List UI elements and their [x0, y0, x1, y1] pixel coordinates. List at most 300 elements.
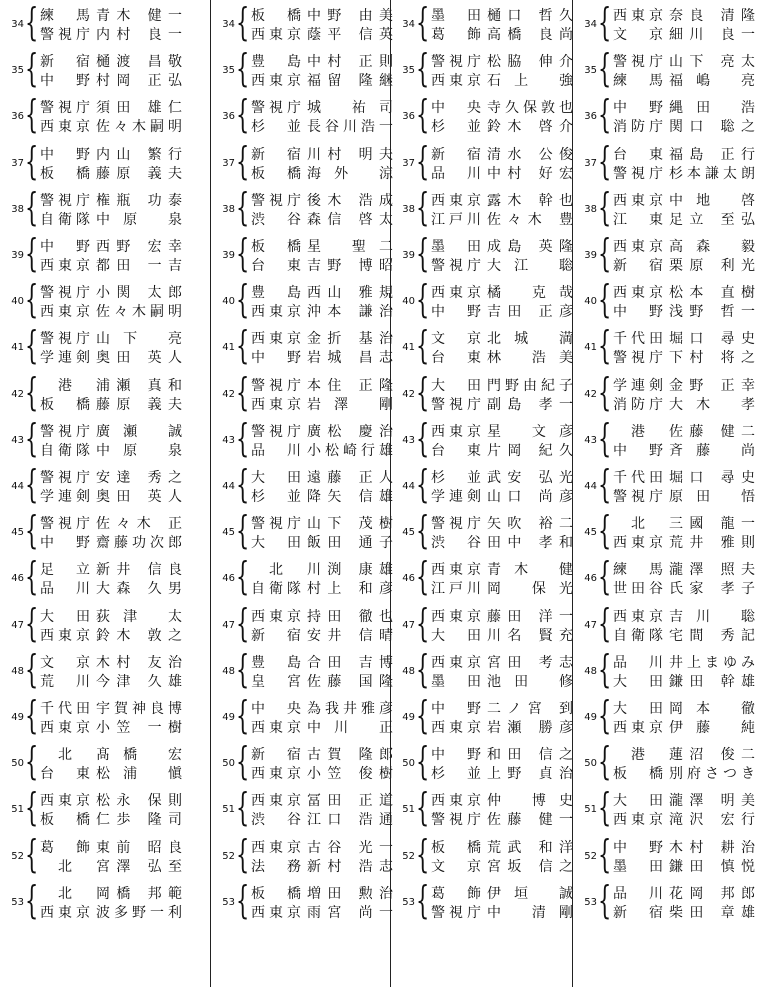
- competitor-bottom: [251, 627, 393, 645]
- affiliation: 港: [58, 377, 72, 394]
- match-entry: [573, 92, 756, 138]
- affiliation: 学連剣: [40, 350, 90, 367]
- match-entry: [0, 0, 183, 46]
- competitor-top: [431, 469, 573, 487]
- affiliation: 西東京: [251, 766, 301, 783]
- affiliation: 練 馬: [613, 562, 663, 579]
- competitor-name: 古賀 隆郎: [307, 747, 393, 764]
- brace-icon: {: [598, 369, 612, 414]
- competitor-top: [40, 746, 182, 764]
- match-number: 52: [11, 850, 24, 862]
- match-entry: [211, 785, 394, 831]
- competitor-name: 冨田 正道: [307, 793, 393, 810]
- competitor-name: 足立 至弘: [669, 211, 755, 228]
- competitor-top: [251, 53, 393, 71]
- competitor-name: 岩澤 剛: [307, 396, 393, 413]
- competitor-name: 岩瀬 勝彦: [487, 720, 573, 736]
- brace-icon: {: [236, 0, 250, 44]
- competitor-name: 村上 和彦: [307, 581, 393, 598]
- competitor-name: 吉野 博昭: [307, 258, 393, 274]
- brace-icon: {: [25, 462, 39, 506]
- match-number: 43: [222, 434, 235, 446]
- match-entry: [391, 184, 574, 231]
- competitor-bottom: [431, 442, 573, 460]
- match-entry: [573, 554, 756, 600]
- match-entry: [0, 277, 183, 323]
- competitor-name: 奈良 清隆: [669, 8, 755, 24]
- competitor-name: 為我井雅彦: [307, 701, 393, 717]
- match-number: 34: [11, 19, 24, 30]
- match-entry: [573, 323, 756, 369]
- competitor-name: 岡本 徹: [669, 701, 755, 717]
- brace-icon: {: [416, 693, 430, 737]
- match-number: 48: [584, 665, 597, 677]
- brace-icon: {: [416, 277, 430, 322]
- match-entry: [211, 508, 394, 554]
- competitor-name: 廣瀬 誠: [96, 423, 182, 440]
- affiliation: 文 京: [431, 858, 481, 875]
- affiliation: 大 田: [40, 608, 90, 625]
- competitor-top: [40, 608, 182, 626]
- competitor-name: 岡 保光: [487, 581, 573, 598]
- affiliation: 豊 島: [251, 654, 301, 671]
- match-number: 36: [402, 111, 415, 123]
- match-entry: [391, 231, 574, 277]
- affiliation: 西東京: [40, 720, 90, 736]
- competitor-name: 瀧澤 照夫: [669, 562, 755, 579]
- brace-icon: {: [236, 508, 250, 553]
- match-number: 43: [402, 434, 415, 446]
- competitor-bottom: [613, 580, 755, 598]
- competitor-bottom: [431, 534, 573, 552]
- column-2: [210, 0, 394, 987]
- match-number: 49: [222, 712, 235, 723]
- affiliation: 西東京: [431, 608, 481, 625]
- affiliation: 警視庁: [40, 100, 90, 117]
- competitor-bottom: [251, 442, 393, 460]
- competitor-top: [613, 192, 755, 210]
- competitor-name: 須田 雄仁: [96, 100, 182, 117]
- competitor-name: 浅野 哲一: [669, 304, 755, 321]
- competitor-bottom: [431, 211, 573, 229]
- affiliation: 中 野: [40, 146, 90, 163]
- match-number: 47: [584, 619, 597, 631]
- brace-icon: {: [598, 92, 612, 137]
- competitor-top: [613, 561, 755, 579]
- affiliation: 消防庁: [613, 396, 663, 413]
- competitor-top: [40, 839, 182, 857]
- competitor-name: 城 祐司: [307, 100, 393, 117]
- affiliation: 西東京: [40, 627, 90, 644]
- affiliation: 西東京: [251, 608, 301, 625]
- competitor-name: 松本 直樹: [669, 285, 755, 302]
- competitor-name: 杉本謙太朗: [669, 165, 755, 182]
- competitor-name: 大江 聡: [487, 258, 573, 274]
- affiliation: 中 野: [613, 304, 663, 321]
- competitor-name: 井上まゆみ: [669, 654, 755, 671]
- competitor-bottom: [431, 904, 573, 922]
- competitor-name: 飯田 通子: [307, 535, 393, 552]
- competitor-top: [613, 792, 755, 810]
- affiliation: 自衛隊: [613, 627, 663, 644]
- affiliation: 大 田: [613, 793, 663, 810]
- competitor-name: 降矢 信雄: [307, 489, 393, 505]
- competitor-bottom: [431, 118, 573, 136]
- affiliation: 葛 飾: [431, 27, 481, 43]
- affiliation: 北: [58, 858, 72, 875]
- affiliation: 新 宿: [251, 146, 301, 163]
- competitor-bottom: [613, 719, 755, 737]
- brace-icon: {: [25, 0, 39, 44]
- competitor-name: 波多野一利: [96, 904, 182, 921]
- competitor-top: [431, 515, 573, 533]
- affiliation: 新 宿: [431, 146, 481, 163]
- competitor-bottom: [431, 811, 573, 829]
- brace-icon: {: [598, 831, 612, 876]
- brace-icon: {: [25, 877, 39, 922]
- brace-icon: {: [598, 600, 612, 645]
- affiliation: 葛 飾: [431, 885, 481, 902]
- competitor-bottom: [613, 396, 755, 414]
- competitor-name: 宇賀神良博: [96, 701, 182, 717]
- competitor-name: 鈴木 啓介: [487, 119, 573, 136]
- match-entry: [391, 646, 574, 693]
- competitor-bottom: [613, 858, 755, 876]
- match-entry: [0, 785, 183, 831]
- competitor-name: 村岡 正弘: [96, 73, 182, 90]
- match-entry: [0, 92, 183, 138]
- match-number: 42: [584, 388, 597, 400]
- affiliation: 警視庁: [40, 423, 90, 440]
- affiliation: 警視庁: [40, 285, 90, 302]
- match-number: 39: [222, 250, 235, 261]
- competitor-top: [251, 885, 393, 903]
- affiliation: 西東京: [613, 239, 663, 255]
- brace-icon: {: [236, 369, 250, 414]
- affiliation: 西東京: [40, 904, 90, 921]
- competitor-name: 細川 良一: [669, 27, 755, 43]
- competitor-bottom: [251, 811, 393, 829]
- affiliation: 学連剣: [613, 377, 663, 394]
- affiliation: 西東京: [613, 8, 663, 24]
- competitor-bottom: [613, 488, 755, 506]
- affiliation: 警視庁: [40, 192, 90, 209]
- affiliation: 警視庁: [613, 350, 663, 367]
- match-entry: [211, 138, 394, 185]
- competitor-top: [431, 654, 573, 672]
- match-number: 46: [402, 573, 415, 585]
- match-number: 52: [584, 850, 597, 862]
- match-entry: [0, 231, 183, 277]
- match-entry: [211, 369, 394, 416]
- competitor-top: [431, 238, 573, 256]
- affiliation: 台 東: [431, 442, 481, 459]
- competitor-name: 清水 公俊: [487, 146, 573, 163]
- affiliation: 文 京: [431, 331, 481, 348]
- affiliation: 杉 並: [251, 489, 301, 505]
- match-entry: [211, 184, 394, 231]
- competitor-name: 堀口 尋史: [669, 470, 755, 486]
- affiliation: 西東京: [431, 285, 481, 302]
- affiliation: 西東京: [613, 608, 663, 625]
- match-number: 50: [11, 758, 24, 770]
- competitor-top: [431, 53, 573, 71]
- competitor-bottom: [431, 488, 573, 506]
- match-entry: [391, 277, 574, 323]
- competitor-top: [40, 654, 182, 672]
- affiliation: 江 東: [613, 211, 663, 228]
- affiliation: 墨 田: [431, 239, 481, 255]
- match-number: 38: [11, 203, 24, 215]
- match-entry: [211, 0, 394, 46]
- competitor-name: 西野 宏幸: [96, 239, 182, 255]
- competitor-name: 伊垣 誠: [487, 885, 573, 902]
- brace-icon: {: [25, 739, 39, 784]
- competitor-top: [613, 53, 755, 71]
- competitor-top: [251, 608, 393, 626]
- competitor-top: [251, 192, 393, 210]
- affiliation: 墨 田: [431, 8, 481, 24]
- brace-icon: {: [25, 46, 39, 91]
- competitor-bottom: [40, 904, 182, 922]
- brace-icon: {: [25, 184, 39, 229]
- competitor-bottom: [613, 72, 755, 90]
- match-number: 53: [11, 896, 24, 908]
- match-number: 44: [402, 481, 415, 492]
- competitor-top: [40, 700, 182, 718]
- match-entry: [573, 785, 756, 831]
- competitor-bottom: [251, 257, 393, 275]
- affiliation: 中 野: [613, 839, 663, 856]
- brace-icon: {: [236, 600, 250, 645]
- brace-icon: {: [25, 369, 39, 414]
- affiliation: 葛 飾: [40, 839, 90, 856]
- match-entry: [573, 877, 756, 924]
- brace-icon: {: [236, 46, 250, 91]
- affiliation: 台 東: [613, 146, 663, 163]
- competitor-bottom: [40, 534, 182, 552]
- competitor-top: [251, 238, 393, 256]
- competitor-name: 鎌田 慎悦: [669, 858, 755, 875]
- competitor-name: 上野 貞治: [487, 766, 573, 783]
- brace-icon: {: [25, 693, 39, 737]
- competitor-top: [431, 192, 573, 210]
- competitor-name: 都田 一吉: [96, 258, 182, 274]
- competitor-top: [431, 608, 573, 626]
- competitor-name: 樋渡 昌敬: [96, 54, 182, 71]
- competitor-name: 田中 孝和: [487, 535, 573, 552]
- match-entry: [211, 462, 394, 508]
- affiliation: 警視庁: [431, 258, 481, 274]
- match-number: 38: [222, 203, 235, 215]
- competitor-top: [613, 654, 755, 672]
- match-entry: [573, 369, 756, 416]
- competitor-bottom: [251, 303, 393, 321]
- competitor-name: 浦瀬 真和: [96, 377, 182, 394]
- affiliation: 大 田: [613, 673, 663, 690]
- brace-icon: {: [416, 369, 430, 414]
- competitor-bottom: [40, 26, 182, 44]
- competitor-name: 林 浩美: [487, 350, 573, 367]
- brace-icon: {: [236, 138, 250, 183]
- competitor-name: 合田 吉博: [307, 654, 393, 671]
- match-entry: [211, 600, 394, 647]
- match-number: 50: [222, 758, 235, 770]
- competitor-top: [40, 561, 182, 579]
- brace-icon: {: [416, 92, 430, 137]
- competitor-name: 青木 健一: [96, 8, 182, 24]
- match-number: 51: [222, 804, 235, 816]
- competitor-name: 蓮沼 俊二: [669, 747, 755, 764]
- brace-icon: {: [416, 46, 430, 91]
- affiliation: 西東京: [613, 192, 663, 209]
- match-number: 52: [402, 850, 415, 862]
- competitor-bottom: [40, 165, 182, 183]
- competitor-top: [613, 839, 755, 857]
- affiliation: 西東京: [40, 304, 90, 321]
- match-number: 36: [222, 111, 235, 123]
- match-number: 35: [584, 65, 597, 77]
- affiliation: 警視庁: [431, 54, 481, 71]
- match-entry: [573, 46, 756, 92]
- affiliation: 品 川: [431, 165, 481, 182]
- competitor-name: 柴田 章雄: [669, 904, 755, 921]
- match-number: 47: [402, 619, 415, 631]
- affiliation: 渋 谷: [251, 812, 301, 829]
- competitor-bottom: [40, 303, 182, 321]
- match-number: 37: [402, 157, 415, 169]
- match-number: 43: [584, 434, 597, 446]
- competitor-top: [431, 792, 573, 810]
- affiliation: 警視庁: [251, 423, 301, 440]
- affiliation: 荒 川: [40, 673, 90, 690]
- competitor-name: 安達 秀之: [96, 470, 182, 486]
- affiliation: 西東京: [40, 793, 90, 810]
- affiliation: 大 田: [613, 701, 663, 717]
- affiliation: 新 宿: [251, 747, 301, 764]
- competitor-top: [251, 515, 393, 533]
- competitor-top: [431, 423, 573, 441]
- competitor-name: 川渕 康雄: [307, 562, 393, 579]
- competitor-bottom: [431, 580, 573, 598]
- match-entry: [0, 323, 183, 369]
- match-number: 36: [11, 111, 24, 123]
- match-number: 46: [11, 573, 24, 585]
- competitor-name: 木村 友治: [96, 654, 182, 671]
- match-number: 48: [11, 665, 24, 677]
- competitor-bottom: [40, 396, 182, 414]
- competitor-top: [40, 330, 182, 348]
- competitor-bottom: [431, 26, 573, 44]
- brace-icon: {: [236, 877, 250, 922]
- competitor-name: 武安 弘光: [487, 470, 573, 486]
- competitor-top: [251, 746, 393, 764]
- brace-icon: {: [416, 600, 430, 645]
- competitor-name: 廣松 慶治: [307, 423, 393, 440]
- competitor-top: [40, 238, 182, 256]
- affiliation: 世田谷: [613, 581, 663, 598]
- match-number: 41: [11, 342, 24, 354]
- affiliation: 皇 宮: [251, 673, 301, 690]
- competitor-top: [613, 7, 755, 25]
- match-entry: [573, 831, 756, 878]
- competitor-bottom: [251, 904, 393, 922]
- match-entry: [0, 184, 183, 231]
- competitor-name: 中野 由美: [307, 8, 393, 24]
- competitor-name: 本住 正隆: [307, 377, 393, 394]
- competitor-top: [431, 700, 573, 718]
- affiliation: 西東京: [251, 331, 301, 348]
- competitor-name: 宅間 秀記: [669, 627, 755, 644]
- competitor-top: [40, 885, 182, 903]
- competitor-name: 中村 好宏: [487, 165, 573, 182]
- competitor-bottom: [251, 765, 393, 783]
- competitor-name: 中 清剛: [487, 904, 573, 921]
- affiliation: 中 央: [251, 701, 301, 717]
- match-entry: [0, 831, 183, 878]
- competitor-name: 金折 基治: [307, 331, 393, 348]
- match-entry: [211, 646, 394, 693]
- competitor-name: 小松崎行雄: [307, 442, 393, 459]
- match-entry: [0, 600, 183, 647]
- brace-icon: {: [416, 739, 430, 784]
- brace-icon: {: [416, 462, 430, 506]
- competitor-name: 岡橋 邦範: [96, 885, 182, 902]
- competitor-name: 金野 正幸: [669, 377, 755, 394]
- competitor-top: [251, 469, 393, 487]
- affiliation: 渋 谷: [251, 211, 301, 228]
- competitor-name: 青木 健: [487, 562, 573, 579]
- affiliation: 西東京: [613, 285, 663, 302]
- affiliation: 中 野: [40, 73, 90, 90]
- brace-icon: {: [598, 554, 612, 599]
- match-entry: [0, 877, 183, 924]
- competitor-name: 大森 久男: [96, 581, 182, 598]
- competitor-top: [251, 284, 393, 302]
- competitor-top: [40, 284, 182, 302]
- affiliation: 杉 並: [431, 470, 481, 486]
- competitor-name: 樋口 哲久: [487, 8, 573, 24]
- competitor-name: 吉川 聡: [669, 608, 755, 625]
- match-number: 52: [222, 850, 235, 862]
- affiliation: 千代田: [40, 701, 90, 717]
- match-entry: [391, 600, 574, 647]
- competitor-name: 石上 強: [487, 73, 573, 90]
- affiliation: 北: [631, 516, 645, 533]
- brace-icon: {: [236, 462, 250, 506]
- competitor-top: [40, 53, 182, 71]
- match-entry: [391, 554, 574, 600]
- competitor-name: 荒武 和洋: [487, 839, 573, 856]
- brace-icon: {: [236, 184, 250, 229]
- competitor-name: 中川 正: [307, 720, 393, 736]
- competitor-top: [613, 377, 755, 395]
- match-number: 48: [222, 665, 235, 677]
- competitor-bottom: [40, 765, 182, 783]
- competitor-name: 星 文彦: [487, 423, 573, 440]
- match-number: 41: [584, 342, 597, 354]
- match-number: 40: [402, 296, 415, 308]
- match-number: 34: [402, 19, 415, 30]
- match-number: 43: [11, 434, 24, 446]
- affiliation: 警視庁: [613, 489, 663, 505]
- affiliation: 板 橋: [251, 885, 301, 902]
- match-number: 46: [222, 573, 235, 585]
- competitor-name: 奥田 英人: [96, 489, 182, 505]
- affiliation: 江戸川: [431, 581, 481, 598]
- competitor-name: 西山 雅規: [307, 285, 393, 302]
- competitor-top: [251, 700, 393, 718]
